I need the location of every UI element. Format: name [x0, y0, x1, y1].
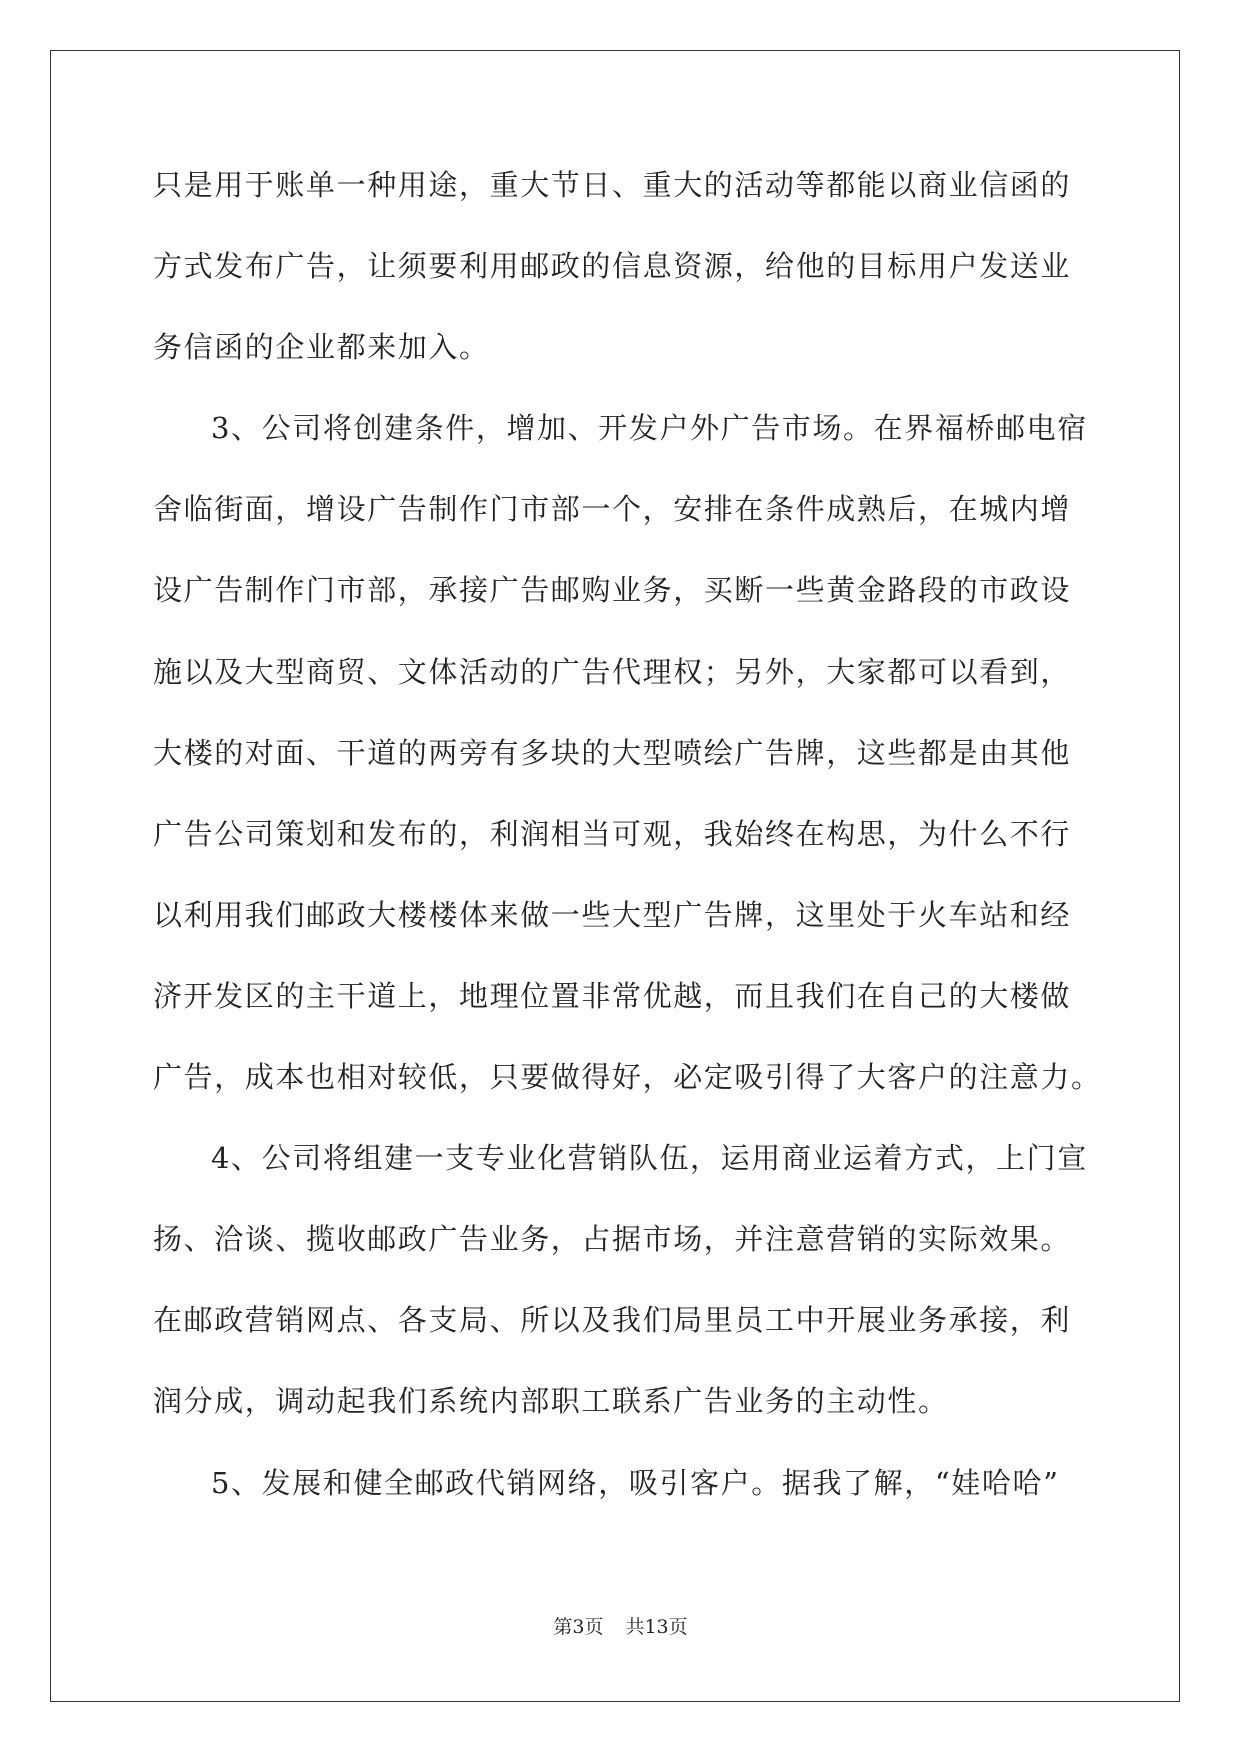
text-line: 润分成，调动起我们系统内部职工联系广告业务的主动性。: [153, 1384, 949, 1419]
page-number-total: 共13页: [625, 1616, 688, 1638]
text-line: 广告公司策划和发布的，利润相当可观，我始终在构思，为什么不行: [153, 816, 1072, 851]
text-line: 只是用于账单一种用途，重大节日、重大的活动等都能以商业信函的: [153, 168, 1072, 202]
text-line: 方式发布广告，让须要利用邮政的信息资源，给他的目标用户发送业: [153, 249, 1072, 284]
page-footer: [0, 1612, 1241, 1639]
paragraph-4-start: 4、公司将组建一支专业化营销队伍，运用商业运着方式，上门宣: [211, 1141, 1088, 1176]
paragraph-3-start: 3、公司将创建条件，增加、开发户外广告市场。在界福桥邮电宿: [211, 411, 1088, 446]
text-line: 大楼的对面、干道的两旁有多块的大型喷绘广告牌，这些都是由其他: [153, 735, 1072, 770]
text-line: 以利用我们邮政大楼楼体来做一些大型广告牌，这里处于火车站和经: [153, 897, 1072, 932]
paragraph-5-start: 5、发展和健全邮政代销网络，吸引客户。据我了解，“娃哈哈”: [211, 1465, 1060, 1500]
text-line: 设广告制作门市部，承接广告邮购业务，买断一些黄金路段的市政设: [153, 573, 1072, 608]
text-line: 舍临街面，增设广告制作门市部一个，安排在条件成熟后，在城内增: [153, 492, 1072, 527]
text-line: 务信函的企业都来加入。: [153, 330, 490, 365]
page-number-current: 第3页: [553, 1616, 604, 1638]
text-line: 在邮政营销网点、各支局、所以及我们局里员工中开展业务承接，利: [153, 1303, 1072, 1338]
text-line: 扬、洽谈、揽收邮政广告业务，占据市场，并注意营销的实际效果。: [153, 1222, 1072, 1257]
text-line: 施以及大型商贸、文体活动的广告代理权；另外，大家都可以看到，: [153, 654, 1072, 689]
body-text: [153, 160, 1102, 1539]
text-line: 济开发区的主干道上，地理位置非常优越，而且我们在自己的大楼做: [153, 978, 1072, 1013]
text-line: 广告，成本也相对较低，只要做得好，必定吸引得了大客户的注意力。: [153, 1060, 1102, 1095]
